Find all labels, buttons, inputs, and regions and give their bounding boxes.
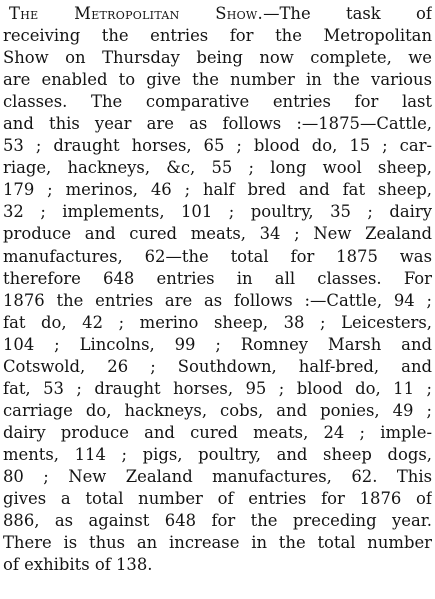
article-text-line: 80 ; New Zealand manufactures, 62. This <box>3 466 432 486</box>
article-text-line: are enabled to give the number in the various <box>3 70 432 90</box>
article-text-line: riage, hackneys, &c, 55 ; long wool sheep, <box>3 158 432 178</box>
article-text-line: ments, 114 ; pigs, poultry, and sheep dogs, <box>3 444 432 464</box>
article-text-line: There is thus an increase in the total number <box>3 533 432 553</box>
article-text-line: Show on Thursday being now complete, we <box>3 48 432 68</box>
article-text-line: manufactures, 62—the total for 1875 was <box>3 246 432 266</box>
article-text-line: classes. The comparative entries for last <box>3 92 432 112</box>
article-text-line: —The task of <box>263 4 432 23</box>
article-text-line: fat do, 42 ; merino sheep, 38 ; Leicesters, <box>3 312 432 332</box>
article-text-line: and this year are as follows :—1875—Cattle, <box>3 114 432 134</box>
article-text-line: dairy produce and cured meats, 24 ; imple- <box>3 422 432 442</box>
article-text-line: carriage do, hackneys, cobs, and ponies, 49 ; <box>3 400 432 420</box>
article-first-line <box>3 3 432 25</box>
article-text-line: 104 ; Lincolns, 99 ; Romney Marsh and <box>3 334 432 354</box>
article-text-line: 53 ; draught horses, 65 ; blood do, 15 ; car- <box>3 136 432 156</box>
article-text-line: 179 ; merinos, 46 ; half bred and fat sheep, <box>3 180 432 200</box>
article-heading: The Metropolitan Show. <box>9 4 264 23</box>
article-text-line: receiving the entries for the Metropolitan <box>3 26 432 46</box>
article-text-line: 886, as against 648 for the preceding year. <box>3 511 432 531</box>
article-text-line: of exhibits of 138. <box>3 555 153 575</box>
article-text-line: 1876 the entries are as follows :—Cattle, 94 ; <box>3 290 432 310</box>
article-text-line: fat, 53 ; draught horses, 95 ; blood do, 11 ; <box>3 378 432 398</box>
article-text-line: produce and cured meats, 34 ; New Zealand <box>3 224 432 244</box>
article-text-line: therefore 648 entries in all classes. For <box>3 268 432 288</box>
article-text-line: gives a total number of entries for 1876 of <box>3 489 432 509</box>
article-text-line: Cotswold, 26 ; Southdown, half-bred, and <box>3 356 432 376</box>
article-text-line: 32 ; implements, 101 ; poultry, 35 ; dairy <box>3 202 432 222</box>
